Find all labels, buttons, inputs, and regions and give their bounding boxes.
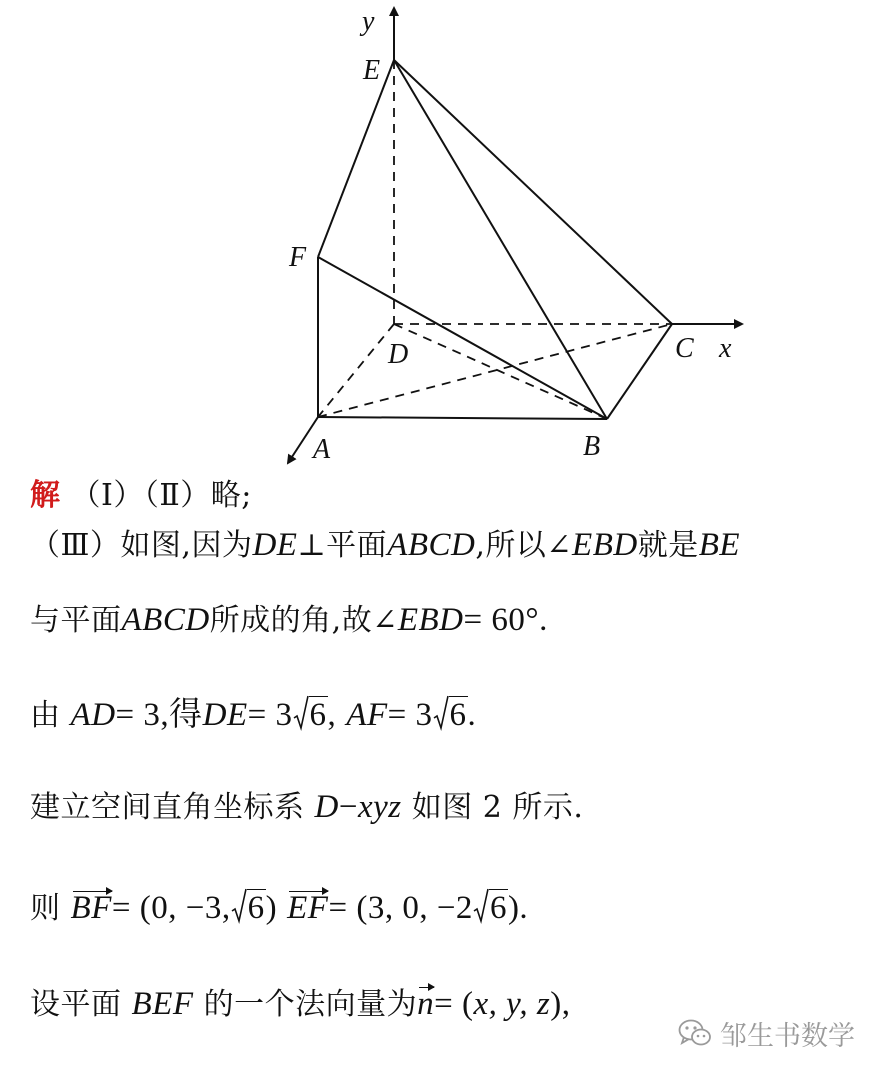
math: −	[338, 789, 359, 825]
label-C: C	[675, 333, 694, 364]
math: ABCD	[121, 602, 210, 638]
math: = 60°.	[463, 602, 548, 638]
solution-line-3	[30, 600, 548, 641]
edge-DB-hidden	[394, 324, 607, 419]
solution-line-6	[30, 888, 528, 929]
math: = (	[434, 986, 474, 1022]
radicand: 6	[309, 697, 327, 733]
label-y-axis: y	[362, 6, 375, 37]
radicand: 6	[247, 890, 265, 926]
math: EBD	[397, 602, 464, 638]
math: .	[467, 697, 477, 733]
parts-omitted-text: （Ⅰ）（Ⅱ）略;	[70, 478, 252, 513]
text: 所成的角,故∠	[209, 603, 398, 638]
math: ABCD	[387, 527, 476, 563]
solution-line-4	[30, 695, 476, 736]
math: = 3,得	[115, 697, 203, 733]
label-F: F	[289, 242, 307, 273]
text: ,所以∠	[475, 528, 573, 563]
math: DE	[252, 527, 298, 563]
label-B: B	[583, 431, 601, 462]
edge-EF	[318, 60, 394, 257]
solution-line-5	[30, 787, 583, 828]
vector-BF: BF	[70, 890, 112, 926]
label-A: A	[313, 434, 331, 465]
radicand: 6	[449, 697, 467, 733]
solution-line-7	[30, 984, 571, 1025]
geometry-figure	[0, 0, 884, 470]
sqrt-expression	[433, 696, 468, 736]
sqrt-expression	[293, 696, 328, 736]
label-D: D	[388, 339, 409, 370]
vector-n: n	[417, 986, 435, 1022]
math: AF	[346, 697, 388, 733]
solution-label: 解	[30, 478, 61, 513]
label-x-axis: x	[719, 333, 732, 364]
math: = 3	[387, 697, 433, 733]
math: = (3, 0, −2	[328, 890, 473, 926]
math: )	[265, 890, 278, 926]
math: BE	[698, 527, 741, 563]
sqrt-expression	[473, 889, 508, 929]
edge-DA-hidden	[318, 324, 394, 417]
watermark-text: 邹生书数学	[720, 1020, 855, 1052]
edge-AB	[318, 417, 607, 419]
text: 就是	[637, 528, 699, 563]
label-E: E	[363, 55, 381, 86]
edge-FB	[318, 257, 607, 419]
sqrt-expression	[231, 889, 266, 929]
text: 设平面	[30, 987, 122, 1022]
solution-line-1	[30, 476, 252, 516]
radicand: 6	[489, 890, 507, 926]
math: = 3	[247, 697, 293, 733]
text: 由	[30, 698, 61, 733]
math: = (0, −3,	[111, 890, 231, 926]
math: ,	[327, 697, 337, 733]
text: 的一个法向量为	[203, 987, 418, 1022]
edge-EC	[394, 60, 672, 324]
text: ⊥平面	[297, 528, 388, 563]
edge-EB	[394, 60, 607, 419]
math: AD	[70, 697, 116, 733]
math: xyz	[358, 789, 402, 825]
watermark	[678, 1013, 855, 1053]
text: 则	[30, 891, 61, 926]
text: 建立空间直角坐标系	[30, 790, 305, 825]
text: 与平面	[30, 603, 122, 638]
text: （Ⅲ）如图,因为	[30, 528, 253, 563]
math: EBD	[572, 527, 638, 563]
math: BEF	[131, 986, 194, 1022]
math: D	[314, 789, 339, 825]
solution-line-2	[30, 525, 740, 566]
math: DE	[202, 697, 248, 733]
math: ).	[507, 890, 529, 926]
math: ),	[550, 986, 571, 1022]
vector-EF: EF	[287, 890, 329, 926]
text: 如图 2 所示.	[411, 790, 584, 825]
wechat-icon	[678, 1018, 712, 1048]
math: x, y, z	[473, 986, 551, 1022]
